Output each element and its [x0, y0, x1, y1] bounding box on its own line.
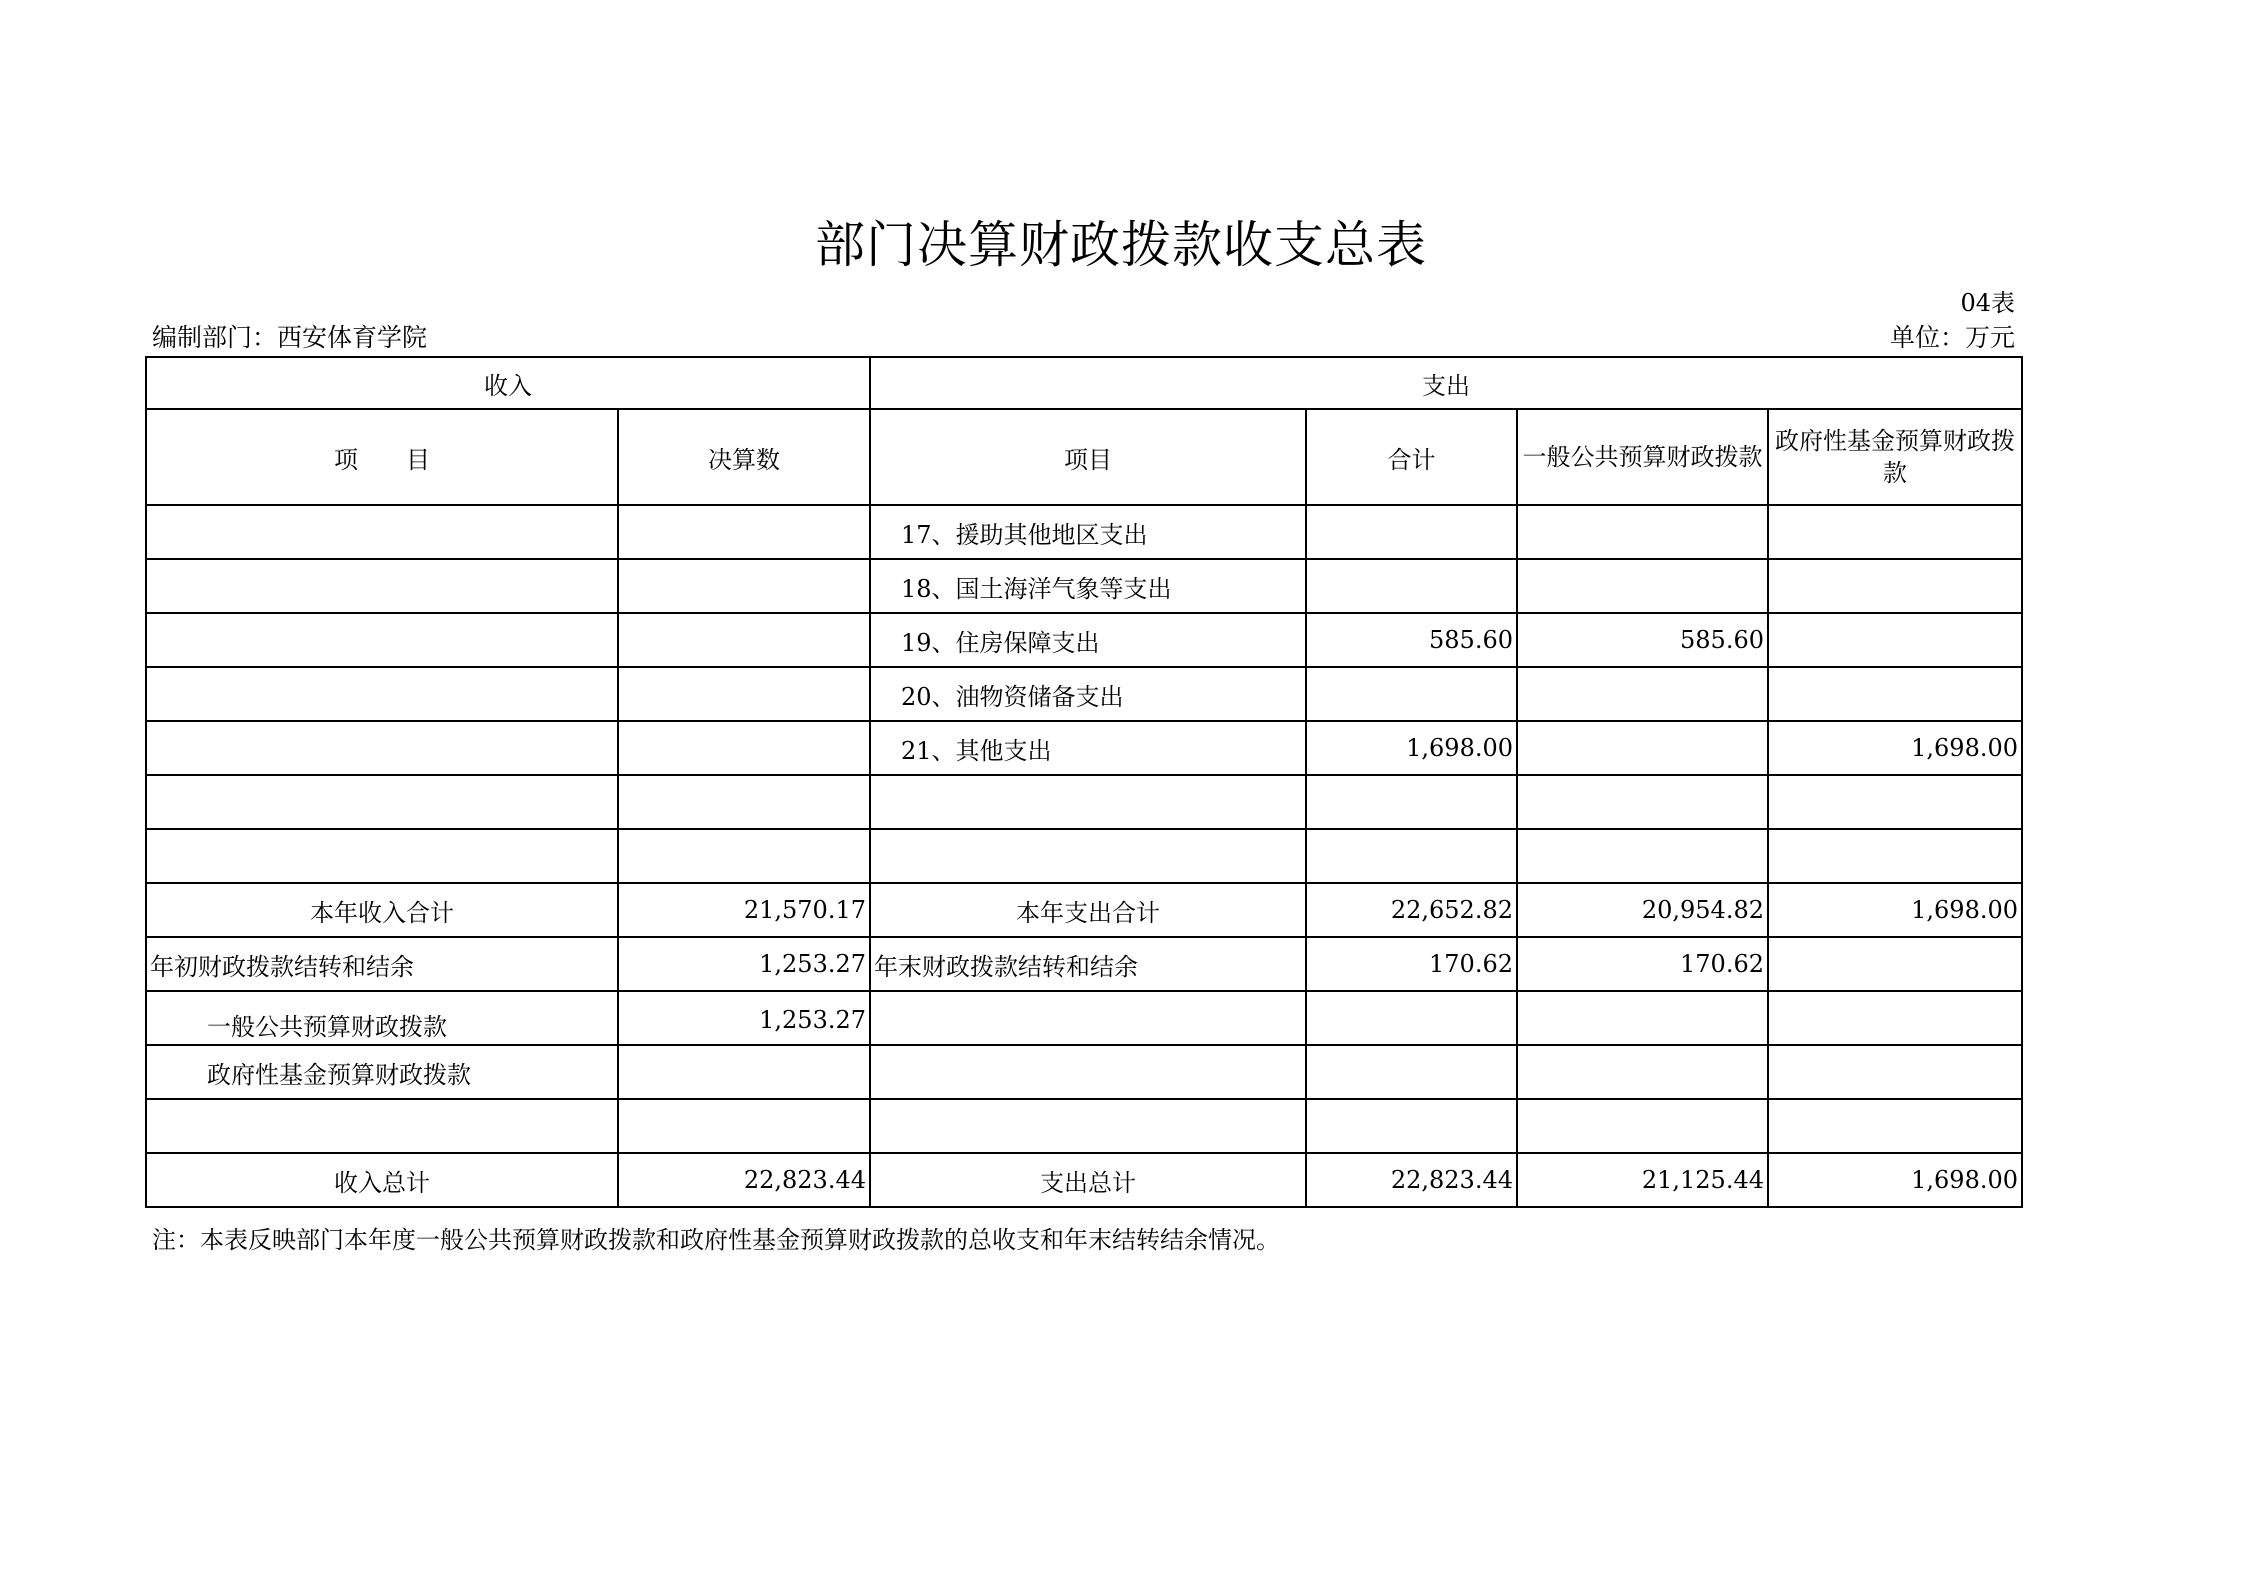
- total-cell: [1306, 991, 1517, 1045]
- table-row: [146, 1099, 2022, 1153]
- expense-item-cell: [870, 1099, 1306, 1153]
- income-amount-cell: [618, 829, 870, 883]
- budget-table: [145, 356, 2023, 1208]
- total-cell: 1,698.00: [1306, 721, 1517, 775]
- expense-item-cell: 支出总计: [870, 1153, 1306, 1207]
- page-title: 部门决算财政拨款收支总表: [815, 216, 1427, 274]
- general-budget-cell: [1517, 1045, 1768, 1099]
- expense-item-cell: 19、住房保障支出: [870, 613, 1306, 667]
- income-item-cell: 年初财政拨款结转和结余: [146, 937, 618, 991]
- income-item-cell: 收入总计: [146, 1153, 618, 1207]
- header-row-group: [146, 357, 2022, 409]
- income-item-cell: [146, 829, 618, 883]
- income-item-header: 项 目: [146, 409, 618, 505]
- compiling-department: 编制部门：西安体育学院: [152, 323, 428, 352]
- fund-budget-cell: [1768, 505, 2022, 559]
- income-item-cell: [146, 559, 618, 613]
- table-row: [146, 721, 2022, 775]
- income-item-cell: [146, 775, 618, 829]
- unit-label: 单位：万元: [1889, 323, 2015, 352]
- total-cell: 170.62: [1306, 937, 1517, 991]
- fund-budget-cell: 1,698.00: [1768, 1153, 2022, 1207]
- header-row-columns: [146, 409, 2022, 505]
- expense-header: 支出: [870, 357, 2022, 409]
- expense-item-cell: [870, 829, 1306, 883]
- income-item-cell: [146, 667, 618, 721]
- table-row: [146, 613, 2022, 667]
- income-item-cell: 政府性基金预算财政拨款: [146, 1045, 618, 1099]
- general-budget-cell: [1517, 829, 1768, 883]
- fund-budget-cell: [1768, 1099, 2022, 1153]
- total-cell: 585.60: [1306, 613, 1517, 667]
- expense-item-cell: [870, 1045, 1306, 1099]
- fund-budget-cell: [1768, 667, 2022, 721]
- total-cell: [1306, 505, 1517, 559]
- general-budget-cell: [1517, 721, 1768, 775]
- total-cell: 22,823.44: [1306, 1153, 1517, 1207]
- income-amount-cell: [618, 1099, 870, 1153]
- general-budget-cell: 21,125.44: [1517, 1153, 1768, 1207]
- expense-item-header: 项目: [870, 409, 1306, 505]
- income-amount-cell: [618, 721, 870, 775]
- table-row: [146, 1153, 2022, 1207]
- expense-item-cell: 21、其他支出: [870, 721, 1306, 775]
- table-row: [146, 937, 2022, 991]
- income-amount-header: 决算数: [618, 409, 870, 505]
- total-cell: [1306, 775, 1517, 829]
- expense-item-cell: [870, 991, 1306, 1045]
- income-item-cell: [146, 721, 618, 775]
- table-row: [146, 559, 2022, 613]
- expense-item-cell: 18、国土海洋气象等支出: [870, 559, 1306, 613]
- fund-budget-cell: 1,698.00: [1768, 883, 2022, 937]
- table-row: [146, 883, 2022, 937]
- expense-item-cell: 20、油物资储备支出: [870, 667, 1306, 721]
- income-amount-cell: [618, 505, 870, 559]
- total-cell: [1306, 829, 1517, 883]
- general-budget-cell: [1517, 505, 1768, 559]
- general-budget-cell: [1517, 775, 1768, 829]
- total-cell: [1306, 559, 1517, 613]
- income-amount-cell: 1,253.27: [618, 991, 870, 1045]
- fund-budget-cell: [1768, 829, 2022, 883]
- income-amount-cell: [618, 667, 870, 721]
- table-row: [146, 829, 2022, 883]
- income-header: 收入: [146, 357, 870, 409]
- fund-budget-cell: [1768, 559, 2022, 613]
- income-amount-cell: [618, 775, 870, 829]
- general-budget-cell: [1517, 1099, 1768, 1153]
- income-amount-cell: [618, 559, 870, 613]
- income-amount-cell: 22,823.44: [618, 1153, 870, 1207]
- fund-budget-cell: [1768, 937, 2022, 991]
- total-cell: [1306, 1045, 1517, 1099]
- general-budget-cell: 20,954.82: [1517, 883, 1768, 937]
- table-row: [146, 1045, 2022, 1099]
- income-item-cell: [146, 613, 618, 667]
- income-amount-cell: [618, 1045, 870, 1099]
- expense-item-cell: 17、援助其他地区支出: [870, 505, 1306, 559]
- general-budget-cell: [1517, 991, 1768, 1045]
- general-budget-header: 一般公共预算财政拨款: [1517, 409, 1768, 505]
- fund-budget-cell: [1768, 613, 2022, 667]
- total-cell: [1306, 1099, 1517, 1153]
- table-row: [146, 505, 2022, 559]
- total-cell: 22,652.82: [1306, 883, 1517, 937]
- total-header: 合计: [1306, 409, 1517, 505]
- expense-item-cell: [870, 775, 1306, 829]
- general-budget-cell: [1517, 667, 1768, 721]
- income-item-cell: [146, 505, 618, 559]
- expense-item-cell: 本年支出合计: [870, 883, 1306, 937]
- general-budget-cell: [1517, 559, 1768, 613]
- expense-item-cell: 年末财政拨款结转和结余: [870, 937, 1306, 991]
- table-row: [146, 667, 2022, 721]
- income-amount-cell: 1,253.27: [618, 937, 870, 991]
- fund-budget-header: 政府性基金预算财政拨款: [1768, 409, 2022, 505]
- total-cell: [1306, 667, 1517, 721]
- table-note: 注：本表反映部门本年度一般公共预算财政拨款和政府性基金预算财政拨款的总收支和年末结转结余情况。: [152, 1226, 1280, 1254]
- general-budget-cell: 585.60: [1517, 613, 1768, 667]
- general-budget-cell: 170.62: [1517, 937, 1768, 991]
- fund-budget-cell: 1,698.00: [1768, 721, 2022, 775]
- income-item-cell: [146, 1099, 618, 1153]
- fund-budget-cell: [1768, 1045, 2022, 1099]
- fund-budget-cell: [1768, 775, 2022, 829]
- income-amount-cell: 21,570.17: [618, 883, 870, 937]
- fund-budget-cell: [1768, 991, 2022, 1045]
- income-item-cell: 本年收入合计: [146, 883, 618, 937]
- income-item-cell: 一般公共预算财政拨款: [146, 991, 618, 1045]
- table-number: 04表: [1960, 289, 2015, 317]
- table-row: [146, 775, 2022, 829]
- table-row: [146, 991, 2022, 1045]
- income-amount-cell: [618, 613, 870, 667]
